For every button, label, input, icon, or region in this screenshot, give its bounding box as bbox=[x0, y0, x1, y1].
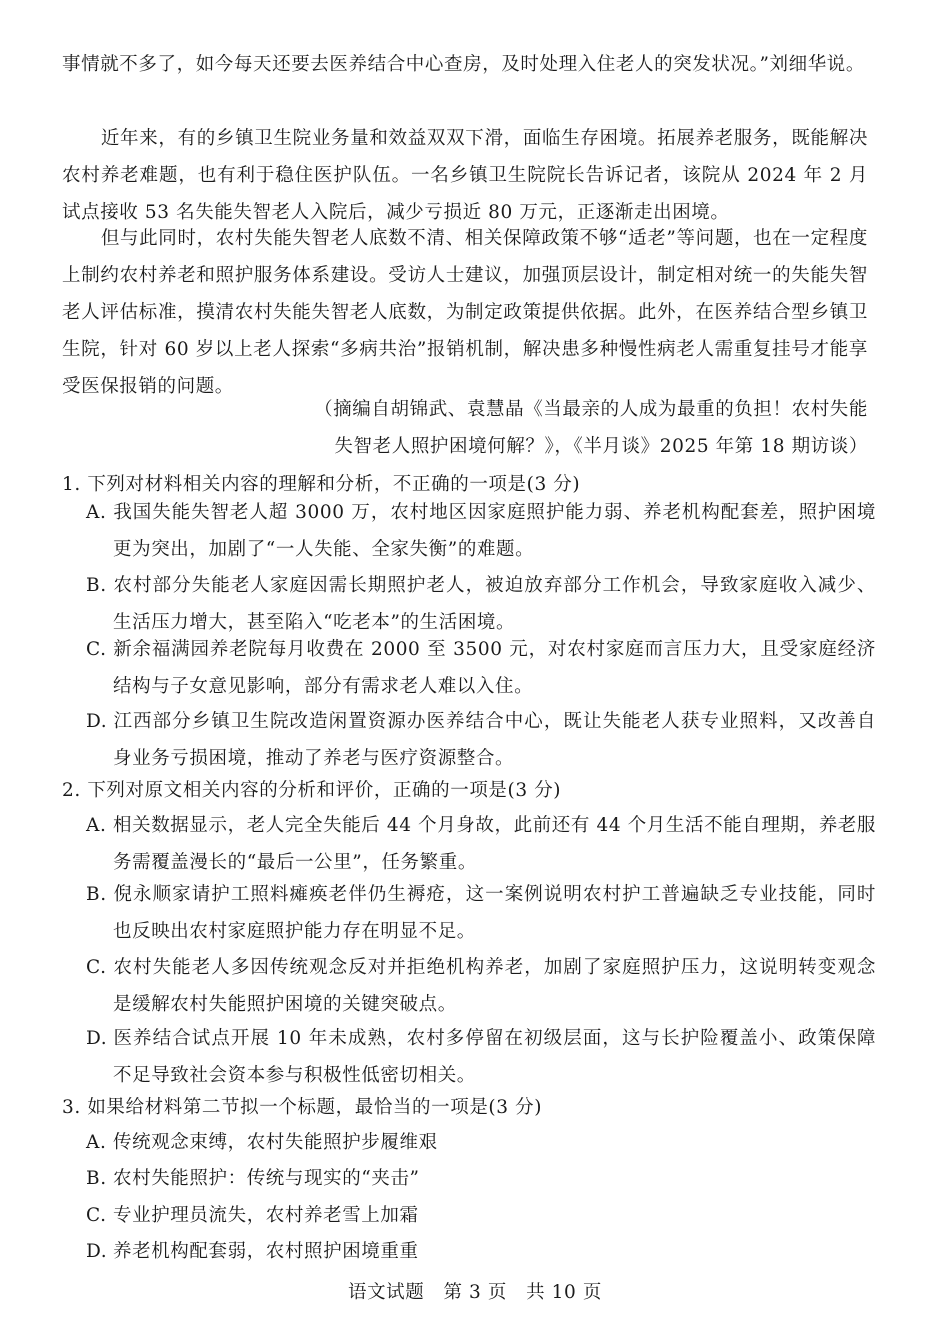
option-letter: D. bbox=[86, 1028, 108, 1049]
option-text: 新余福满园养老院每月收费在 2000 至 3500 元，对农村家庭而言压力大，且受家庭经济结构与子女意见影响，部分有需求老人难以入住。 bbox=[113, 639, 876, 697]
option-letter: A. bbox=[86, 1132, 107, 1153]
question-2-option-b bbox=[86, 876, 876, 950]
option-letter: D. bbox=[86, 711, 108, 732]
option-letter: A. bbox=[86, 815, 107, 836]
option-letter: B. bbox=[86, 884, 107, 905]
question-2-option-d bbox=[86, 1020, 876, 1094]
option-letter: D. bbox=[86, 1241, 108, 1262]
option-text: 养老机构配套弱，农村照护困境重重 bbox=[113, 1241, 419, 1262]
question-3-option-a bbox=[86, 1124, 876, 1161]
option-text: 农村失能老人多因传统观念反对并拒绝机构养老，加剧了家庭照护压力，这说明转变观念是缓解农村失能照护困境的关键突破点。 bbox=[113, 957, 876, 1015]
option-letter: A. bbox=[86, 502, 107, 523]
question-2-stem: 2. 下列对原文相关内容的分析和评价，正确的一项是(3 分) bbox=[62, 780, 562, 801]
paragraph-policy-suggestions: 但与此同时，农村失能失智老人底数不清、相关保障政策不够“适老”等问题，也在一定程度上制约农村养老和照护服务体系建设。受访人士建议，加强顶层设计，制定相对统一的失能失智老人评估标准，摸清农村失能失智老人底数，为制定政策提供依据。此外，在医养结合型乡镇卫生院，针对 60 岁以上老人探索“多病共治”报销机制，解决患多种慢性病老人需重复挂号才能享受医保报销的问题。 bbox=[62, 228, 868, 397]
question-1-option-a bbox=[86, 494, 876, 568]
option-text: 江西部分乡镇卫生院改造闲置资源办医养结合中心，既让失能老人获专业照料，又改善自身业务亏损困境，推动了养老与医疗资源整合。 bbox=[113, 711, 876, 769]
option-letter: C. bbox=[86, 639, 107, 660]
option-letter: B. bbox=[86, 1168, 107, 1189]
question-1-option-c bbox=[86, 631, 876, 705]
option-text: 传统观念束缚，农村失能照护步履维艰 bbox=[113, 1132, 438, 1153]
option-text: 农村部分失能老人家庭因需长期照护老人，被迫放弃部分工作机会，导致家庭收入减少、生活压力增大，甚至陷入“吃老本”的生活困境。 bbox=[113, 575, 876, 633]
option-letter: C. bbox=[86, 1205, 107, 1226]
option-text: 倪永顺家请护工照料瘫痪老伴仍生褥疮，这一案例说明农村护工普遍缺乏专业技能，同时也反映出农村家庭照护能力存在明显不足。 bbox=[113, 884, 876, 942]
question-1-stem: 1. 下列对材料相关内容的理解和分析，不正确的一项是(3 分) bbox=[62, 474, 581, 495]
option-letter: B. bbox=[86, 575, 107, 596]
question-3-stem: 3. 如果给材料第二节拟一个标题，最恰当的一项是(3 分) bbox=[62, 1097, 543, 1118]
question-1-option-d bbox=[86, 703, 876, 777]
paragraph-continued: 事情就不多了，如今每天还要去医养结合中心查房，及时处理入住老人的突发状况。”刘细华说。 bbox=[62, 54, 866, 75]
source-citation-line-2: 失智老人照护困境何解？》，《半月谈》2025 年第 18 期访谈） bbox=[334, 436, 868, 457]
option-letter: C. bbox=[86, 957, 107, 978]
option-text: 专业护理员流失，农村养老雪上加霜 bbox=[113, 1205, 419, 1226]
question-2-option-c bbox=[86, 949, 876, 1023]
option-text: 农村失能照护：传统与现实的“夹击” bbox=[113, 1168, 420, 1189]
question-1-option-b bbox=[86, 567, 876, 641]
source-citation-line-1: （摘编自胡锦武、袁慧晶《当最亲的人成为最重的负担！农村失能 bbox=[314, 399, 868, 420]
option-text: 相关数据显示，老人完全失能后 44 个月身故，此前还有 44 个月生活不能自理期，养老服务需覆盖漫长的“最后一公里”，任务繁重。 bbox=[113, 815, 877, 873]
question-3-option-b bbox=[86, 1160, 876, 1197]
question-2-option-a bbox=[86, 807, 876, 881]
question-3-option-d bbox=[86, 1233, 876, 1270]
option-text: 我国失能失智老人超 3000 万，农村地区因家庭照护能力弱、养老机构配套差，照护困境更为突出，加剧了“一人失能、全家失衡”的难题。 bbox=[113, 502, 876, 560]
option-text: 医养结合试点开展 10 年未成熟，农村多停留在初级层面，这与长护险覆盖小、政策保障不足导致社会资本参与积极性低密切相关。 bbox=[113, 1028, 876, 1086]
paragraph-township-hospitals: 近年来，有的乡镇卫生院业务量和效益双双下滑，面临生存困境。拓展养老服务，既能解决农村养老难题，也有利于稳住医护队伍。一名乡镇卫生院院长告诉记者，该院从 2024 年 2 月试点接收 53 名失能失智老人入院后，减少亏损近 80 万元，正逐渐走出困境。 bbox=[62, 128, 868, 223]
page-footer: 语文试题 第 3 页 共 10 页 bbox=[347, 1282, 603, 1303]
question-3-option-c bbox=[86, 1197, 876, 1234]
